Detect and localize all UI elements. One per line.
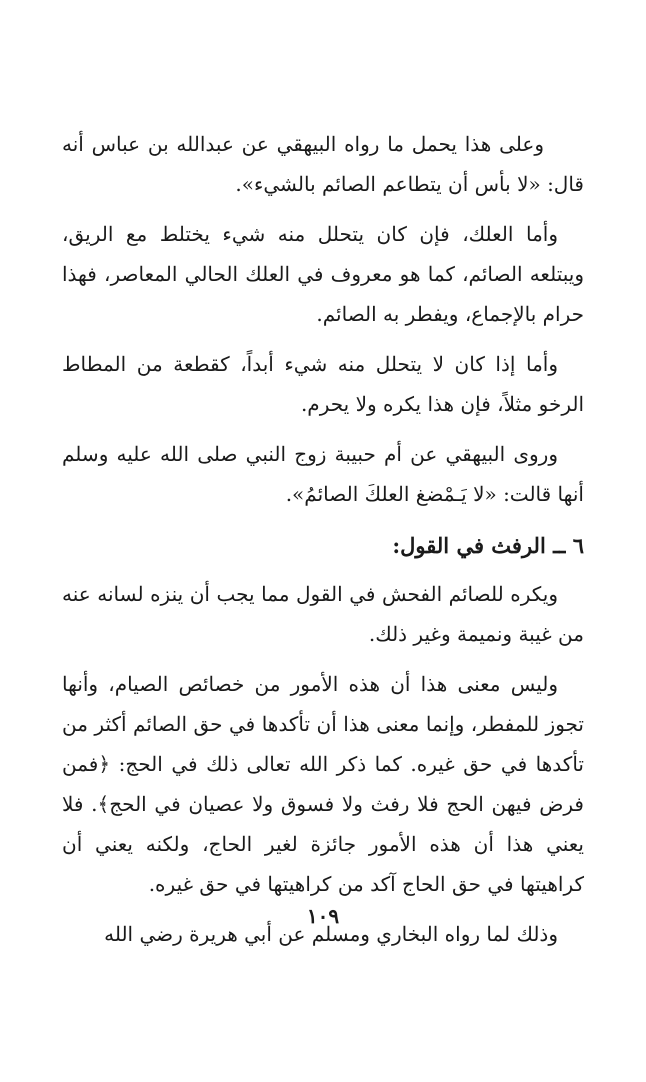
paragraph-bukhari-muslim: وذلك لما رواه البخاري ومسلم عن أبي هريرة رضي الله xyxy=(104,922,558,946)
paragraph-hajj-comparison: وليس معنى هذا أن هذه الأمور من خصائص الصيام، وأنها تجوز للمفطر، وإنما معنى هذا أن تأكدها في حق الصائم أكثر من تأكدها في حق غيره. كما ذكر الله تعالى ذلك في الحج: ﴿فمن فرض فيهن الحج فلا رفث ولا فسوق ولا عصيان في الحج﴾. فلا يعني هذا أن هذه الأمور جائزة لغير الحاج، ولكنه يعني أن كراهيتها في حق الحاج آكد من كراهيتها في حق غيره. xyxy=(62,672,584,896)
paragraph-umm-habiba-narration: وروى البيهقي عن أم حبيبة زوج النبي صلى الله عليه وسلم أنها قالت: «لا يَـمْضغ العلكَ الصائمُ». xyxy=(62,442,584,506)
paragraph-obscene-speech: ويكره للصائم الفحش في القول مما يجب أن ينزه لسانه عنه من غيبة ونميمة وغير ذلك. xyxy=(62,582,584,646)
page-body xyxy=(62,124,584,964)
paragraph-rubber-example: وأما إذا كان لا يتحلل منه شيء أبداً، كقطعة من المطاط الرخو مثلاً، فإن هذا يكره ولا يحرم. xyxy=(62,352,584,416)
section-heading: ٦ ــ الرفث في القول: xyxy=(392,533,584,558)
paragraph-chewing-gum-ruling: وأما العلك، فإن كان يتحلل منه شيء يختلط مع الريق، ويبتلعه الصائم، كما هو معروف في العلك الحالي المعاصر، فهذا حرام بالإجماع، ويفطر به الصائم. xyxy=(62,222,584,326)
page-number: ١٠٩ xyxy=(306,904,340,928)
paragraph-bayhaqi-ibn-abbas: وعلى هذا يحمل ما رواه البيهقي عن عبدالله بن عباس أنه قال: «لا بأس أن يتطاعم الصائم بالشيء». xyxy=(62,132,584,196)
